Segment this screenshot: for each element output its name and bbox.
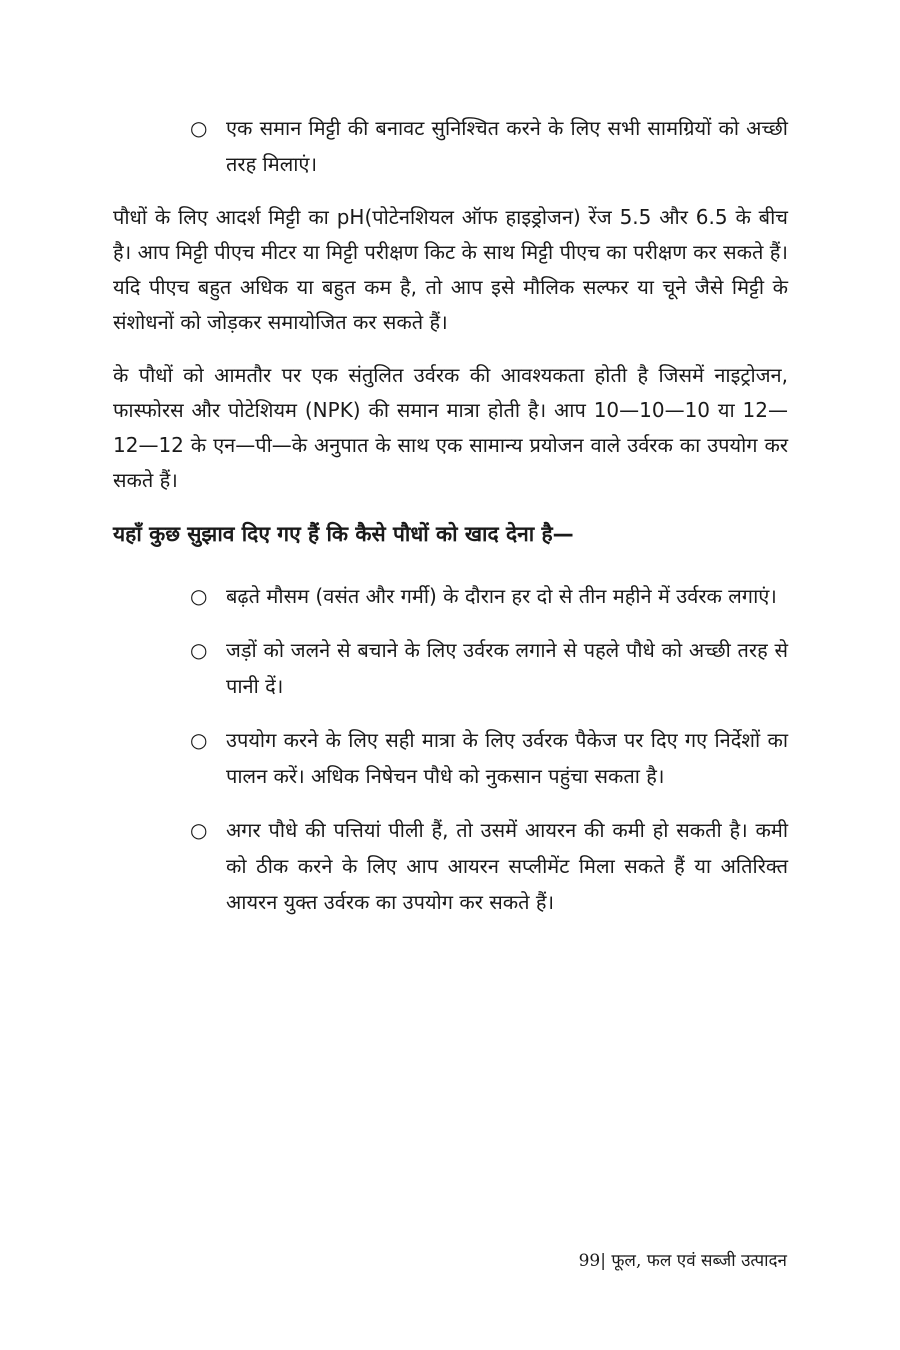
list-item-text: जड़ों को जलने से बचाने के लिए उर्वरक लगाने से पहले पौधे को अच्छी तरह से पानी दें। bbox=[226, 638, 788, 698]
list-item-text: उपयोग करने के लिए सही मात्रा के लिए उर्वरक पैकेज पर दिए गए निर्देशों का पालन करें। अधिक निषेचन पौधे को नुकसान पहुंचा सकता है। bbox=[226, 728, 788, 788]
bullet-circle-icon: ○ bbox=[190, 116, 208, 140]
paragraph-fertilizer-npk: के पौधों को आमतौर पर एक संतुलित उर्वरक की आवश्यकता होती है जिसमें नाइट्रोजन, फास्फोरस और पोटेशियम (NPK) की समान मात्रा होती है। आप 10—10—10 या 12—12—12 के एन—पी—के अनुपात के साथ एक सामान्य प्रयोजन वाले उर्वरक का उपयोग कर सकते हैं। bbox=[113, 363, 788, 492]
document-page bbox=[113, 110, 788, 938]
list-item bbox=[113, 812, 788, 920]
list-item-text: एक समान मिट्टी की बनावट सुनिश्चित करने के लिए सभी सामग्रियों को अच्छी तरह मिलाएं। bbox=[226, 116, 788, 176]
bullet-circle-icon: ○ bbox=[190, 584, 208, 608]
list-item bbox=[113, 722, 788, 794]
list-item bbox=[113, 632, 788, 704]
bullet-circle-icon: ○ bbox=[190, 818, 208, 842]
bullet-circle-icon: ○ bbox=[190, 638, 208, 662]
paragraph-ph-range: पौधों के लिए आदर्श मिट्टी का pH(पोटेनशियल ऑफ हाइड्रोजन) रेंज 5.5 और 6.5 के बीच है। आप मिट्टी पीएच मीटर या मिट्टी परीक्षण किट के साथ मिट्टी पीएच का परीक्षण कर सकते हैं। यदि पीएच बहुत अधिक या बहुत कम है, तो आप इसे मौलिक सल्फर या चूने जैसे मिट्टी के संशोधनों को जोड़कर समायोजित कर सकते हैं। bbox=[113, 205, 788, 334]
section-heading: यहाँ कुछ सुझाव दिए गए हैं कि कैसे पौधों को खाद देना है— bbox=[113, 522, 574, 546]
list-item-text: अगर पौधे की पत्तियां पीली हैं, तो उसमें आयरन की कमी हो सकती है। कमी को ठीक करने के लिए आप आयरन सप्लीमेंट मिला सकते हैं या अतिरिक्त आयरन युक्त उर्वरक का उपयोग कर सकते हैं। bbox=[226, 818, 788, 914]
tips-bullet-list bbox=[113, 578, 788, 920]
intro-bullet-list bbox=[113, 110, 788, 182]
list-item bbox=[113, 578, 788, 614]
list-item bbox=[113, 110, 788, 182]
page-footer: 99| फूल, फल एवं सब्जी उत्पादन bbox=[578, 1251, 787, 1271]
list-item-text: बढ़ते मौसम (वसंत और गर्मी) के दौरान हर दो से तीन महीने में उर्वरक लगाएं। bbox=[226, 584, 777, 608]
bullet-circle-icon: ○ bbox=[190, 728, 208, 752]
